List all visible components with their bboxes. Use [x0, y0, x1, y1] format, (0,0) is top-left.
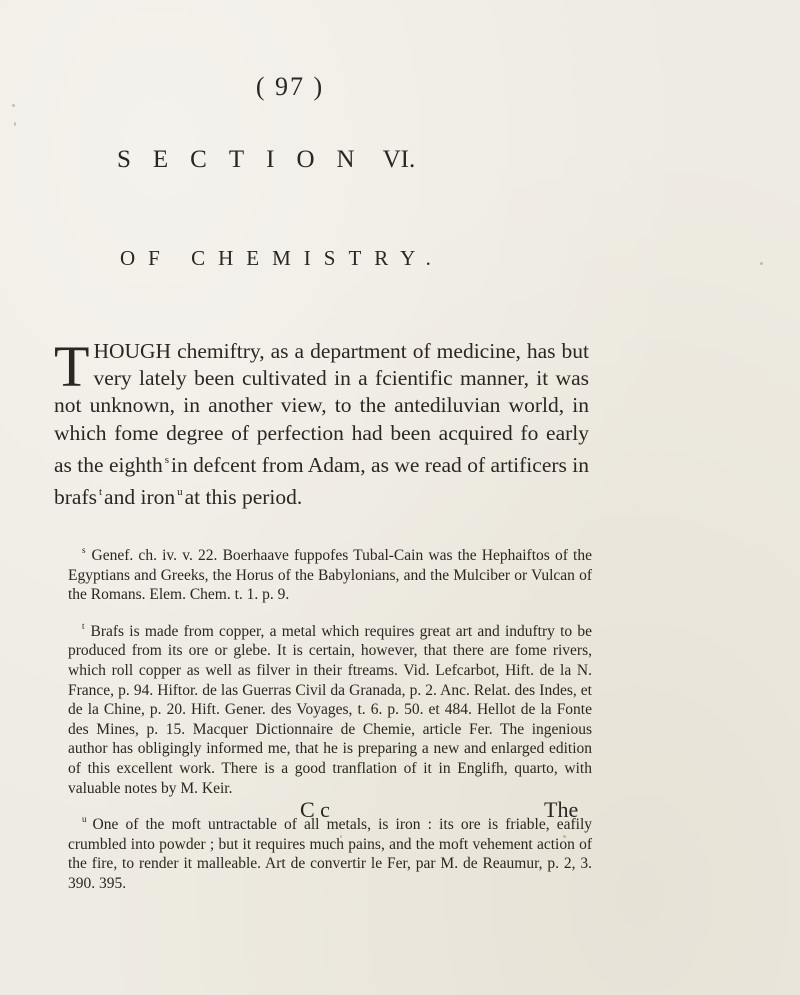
footnote-ref-u: u — [177, 486, 183, 499]
main-paragraph — [54, 334, 589, 511]
footnote-ref-s: s — [164, 453, 169, 466]
page-footer — [0, 797, 800, 827]
paper-speck — [760, 262, 763, 265]
page-number: ( 97 ) — [255, 72, 325, 101]
footnote-mark: s — [82, 545, 86, 555]
footnote-text: Genef. ch. iv. v. 22. Boerhaave fuppofes Tubal-Cain was the Hephaiftos of the Egyptians and Greeks, the Horus of the Babylonians, and the Mulciber or Vulcan of the Romans. Elem. Chem. t. 1. p. 9. — [68, 547, 592, 604]
footnote-mark: u — [82, 814, 87, 825]
section-number: VI. — [382, 146, 416, 173]
footnote-text: Brafs is made from copper, a metal which requires great art and induftry to be produced from its ore or glebe. It is certain, however, that there are fome rivers, which roll copper as well as filver in their ftreams. Vid. Lefcarbot, Hift. de la N. France, p. 94. Hiftor. de las Guerras Civil da Granada, p. 2. Anc. Relat. des Indes, et de la Chine, p. 20. Hift. Gener. des Voyages, t. 6. p. 50. et 484. Hellot de la Fonte des Mines, p. 15. Macquer Dictionnaire de Chemie, article Fer. The ingenious author has obligingly informed me, that he is preparing a new and enlarged edition of this excellent work. There is a good tranflation of it in Englifh, quarto, with valuable notes by M. Keir. — [68, 622, 592, 797]
chapter-subtitle: OF CHEMISTRY. — [120, 246, 444, 270]
footnote-s — [68, 541, 592, 605]
footnote-text: One of the moft untractable of all metals, is iron : its ore is friable, eafily crumbled into powder ; but it requires much pains, and the moft vehement action of the fire, to render it malleable. Art de convertir le Fer, par M. de Reaumur, p. 2, 3. 390. 395. — [68, 816, 592, 892]
footnote-ref-t: t — [98, 486, 103, 499]
paragraph-text-2: in defcent from Adam, as we read of artificers in brafs — [54, 452, 589, 510]
paper-speck — [14, 122, 16, 126]
paragraph-text-3: and iron — [104, 485, 176, 510]
signature-mark: C c — [300, 797, 330, 822]
drop-cap: T — [54, 334, 90, 399]
paper-speck — [563, 835, 566, 838]
footnote-t — [68, 617, 592, 798]
footnote-mark: t — [82, 620, 85, 631]
section-heading — [117, 146, 537, 174]
footnotes — [68, 541, 592, 906]
paragraph-text-1: HOUGH chemiftry, as a department of medicine, has but very lately been cultivated in a fcientific manner, it was not unknown, in another view, to the antediluvian world, in which fome degree of perfection had been acquired fo early as the eighth — [54, 339, 589, 477]
paper-speck — [12, 104, 15, 107]
paragraph-text-4: at this period. — [184, 485, 303, 510]
catchword: The — [544, 797, 579, 822]
paper-speck — [340, 835, 342, 838]
section-label: SECTION — [117, 146, 377, 173]
